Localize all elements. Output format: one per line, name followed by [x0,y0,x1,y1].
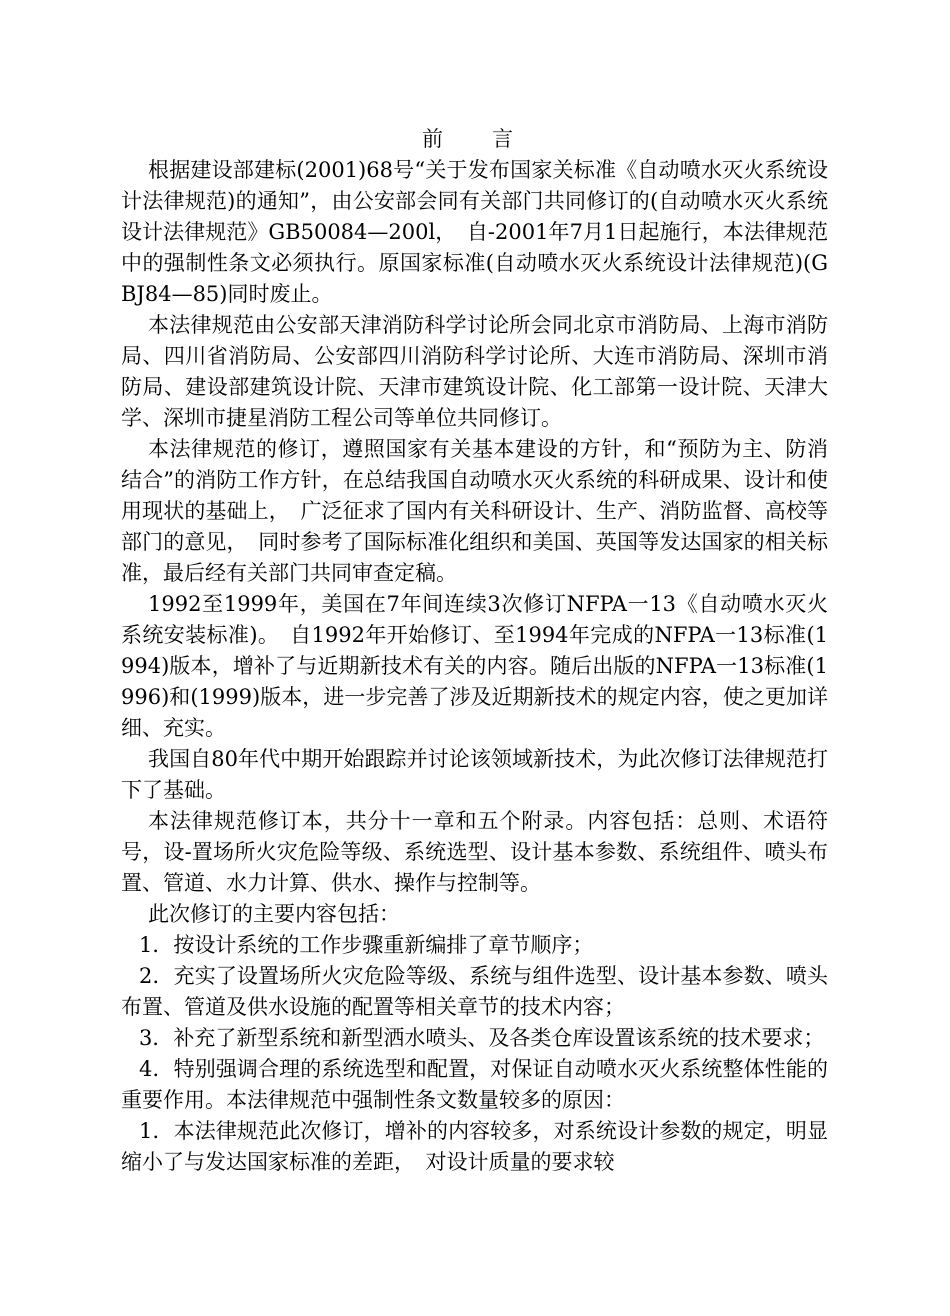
paragraph-domestic-research: 我国自80年代中期开始跟踪并讨论该领域新技术，为此次修订法律规范打下了基础。 [121,747,828,802]
paragraph-main-changes-intro: 此次修订的主要内容包括： [148,902,400,926]
list-item-reason-1: 1．本法律规范此次修订，增补的内容较多，对系统设计参数的规定，明显缩小了与发达国家标准的差距， 对设计质量的要求较 [121,1119,828,1174]
paragraph-nfpa-history: 1992至1999年，美国在7年间连续3次修订NFPA一13《自动喷水灭火系统安装标准)。 自1992年开始修订、至1994年完成的NFPA一13标准(1994)版本，增补了与近期新技术有关的内容。随后出版的NFPA一13标准(1996)和(1999)版本，进一步完善了涉及近期新技术的规定内容，使之更加详细、充实。 [121,592,828,740]
list-item-change-2: 2．充实了设置场所火灾危险等级、系统与组件选型、设计基本参数、喷头布置、管道及供水设施的配置等相关章节的技术内容； [121,964,828,1019]
list-item-change-3: 3．补充了新型系统和新型洒水喷头、及各类仓库设置该系统的技术要求； [139,1026,825,1050]
list-item-change-4: 4．特别强调合理的系统选型和配置，对保证自动喷水灭火系统整体性能的重要作用。本法律规范中强制性条文数量较多的原因： [121,1057,828,1112]
document-page [121,124,828,1178]
paragraph-revision-principles: 本法律规范的修订，遵照国家有关基本建设的方针，和“预防为主、防消结合”的消防工作方针，在总结我国自动喷水灭火系统的科研成果、设计和使用现状的基础上， 广泛征求了国内有关科研设计、生产、消防监督、高校等部门的意见， 同时参考了国际标准化组织和美国、英国等发达国家的相关标准，最后经有关部门共同审查定稿。 [121,437,828,585]
document-title: 前 言 [422,127,527,151]
list-item-change-1: 1．按设计系统的工作步骤重新编排了章节顺序； [139,933,594,957]
paragraph-issuance-notice: 根据建设部建标(2001)68号“关于发布国家关标准《自动喷水灭火系统设计法律规范)的通知”，由公安部会同有关部门共同修订的(自动喷水灭火系统设计法律规范》GB50084—200l， 自-2001年7月1日起施行，本法律规范中的强制性条文必须执行。原国家标准(自动喷水灭火系统设计法律规范)(GBJ84—85)同时废止。 [121,158,828,306]
paragraph-contents-overview: 本法律规范修订本，共分十一章和五个附录。内容包括：总则、术语符号，设-置场所火灾危险等级、系统选型、设计基本参数、系统组件、喷头布置、管道、水力计算、供水、操作与控制等。 [121,809,828,895]
paragraph-revising-units: 本法律规范由公安部天津消防科学讨论所会同北京市消防局、上海市消防局、四川省消防局、公安部四川消防科学讨论所、大连市消防局、深圳市消防局、建设部建筑设计院、天津市建筑设计院、化工部第一设计院、天津大学、深圳市捷星消防工程公司等单位共同修订。 [121,313,828,430]
